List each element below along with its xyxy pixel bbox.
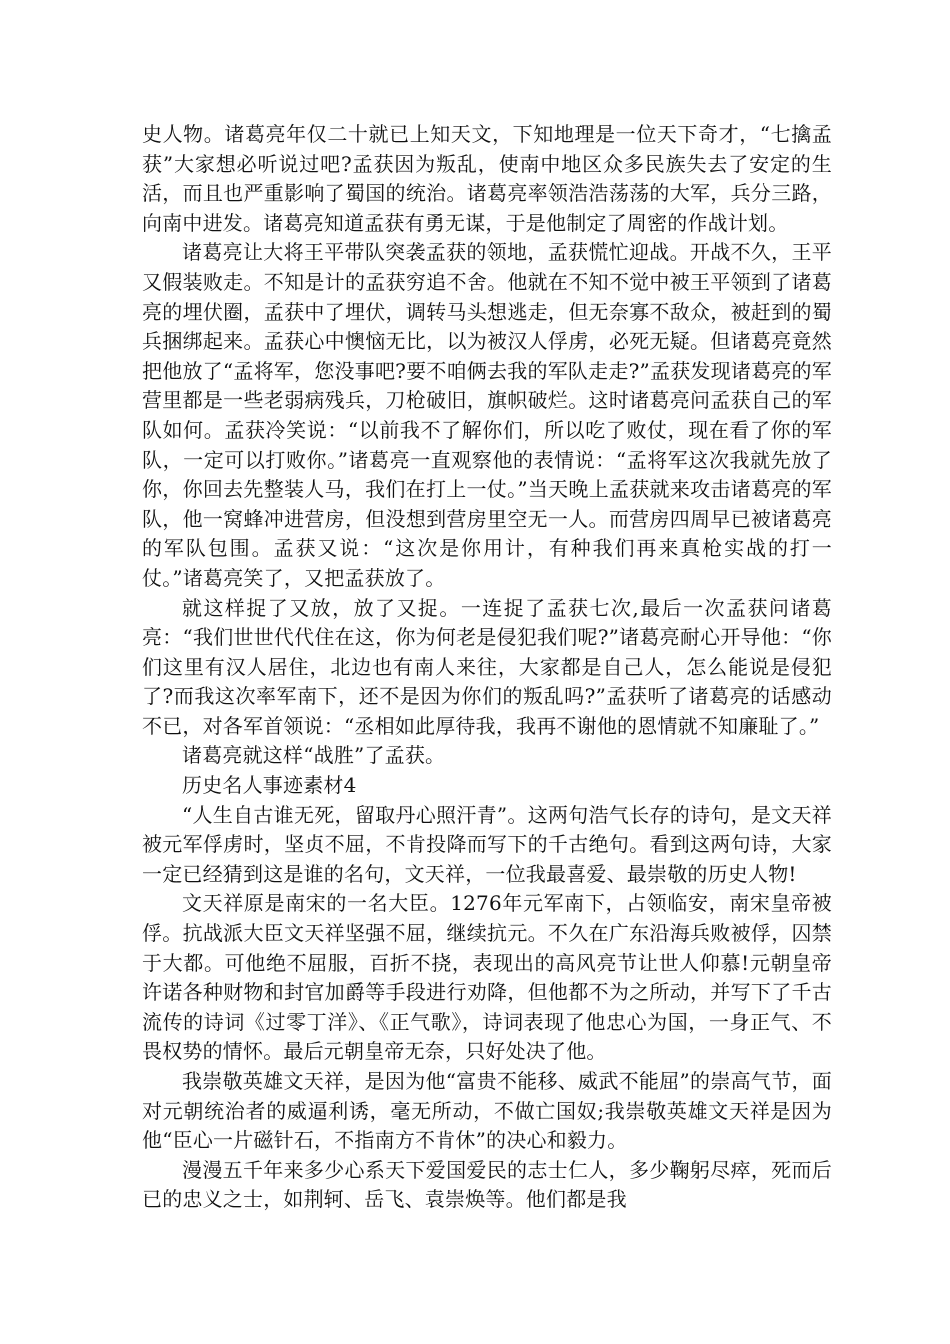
paragraph-patriots: 漫漫五千年来多少心系天下爱国爱民的志士仁人，多少鞠躬尽瘁，死而后已的忠义之士，如荆轲、岳飞、袁崇焕等。他们都是我 <box>142 1157 832 1212</box>
paragraph-wen-tianxiang-history: 文天祥原是南宋的一名大臣。1276年元军南下，占领临安，南宋皇帝被俘。抗战派大臣文天祥坚强不屈，继续抗元。不久在广东沿海兵败被俘，囚禁于大都。可他绝不屈服，百折不挠，表现出的高风亮节让世人仰慕!元朝皇帝许诺各种财物和封官加爵等手段进行劝降，但他都不为之所动，并写下了千古流传的诗词《过零丁洋》、《正气歌》，诗词表现了他忠心为国，一身正气、不畏权势的情怀。最后元朝皇帝无奈，只好处决了他。 <box>142 891 832 1064</box>
section-heading-material-4: 历史名人事迹素材4 <box>182 773 357 798</box>
paragraph-zhuge-intro: 史人物。诸葛亮年仅二十就已上知天文，下知地理是一位天下奇才，“七擒孟获”大家想必听说过吧?孟获因为叛乱，使南中地区众多民族失去了安定的生活，而且也严重影响了蜀国的统治。诸葛亮率领浩浩荡荡的大军，兵分三路，向南中进发。诸葛亮知道孟获有勇无谋，于是他制定了周密的作战计划。 <box>142 122 832 235</box>
paragraph-zhuge-victory: 诸葛亮就这样“战胜”了孟获。 <box>182 743 446 768</box>
document-body <box>142 120 832 1215</box>
paragraph-admiration: 我崇敬英雄文天祥，是因为他“富贵不能移、威武不能屈”的崇高气节，面对元朝统治者的威逼利诱，毫无所动，不做亡国奴;我崇敬英雄文天祥是因为他“臣心一片磁针石，不指南方不肯休”的决心和毅力。 <box>142 1069 832 1153</box>
paragraph-seven-captures: 就这样捉了又放，放了又捉。一连捉了孟获七次,最后一次孟获问诸葛亮：“我们世世代代住在这，你为何老是侵犯我们呢?”诸葛亮耐心开导他：“你们这里有汉人居住，北边也有南人来往，大家都是自己人，怎么能说是侵犯了?而我这次率军南下，还不是因为你们的叛乱吗?”孟获听了诸葛亮的话感动不已，对各军首领说：“丞相如此厚待我，我再不谢他的恩情就不知廉耻了。” <box>142 595 832 738</box>
paragraph-wangping-ambush: 诸葛亮让大将王平带队突袭孟获的领地，孟获慌忙迎战。开战不久，王平又假装败走。不知是计的孟获穷追不舍。他就在不知不觉中被王平领到了诸葛亮的埋伏圈，孟获中了埋伏，调转马头想逃走，但无奈寡不敌众，被赶到的蜀兵捆绑起来。孟获心中懊恼无比，以为被汉人俘虏，必死无疑。但诸葛亮竟然把他放了“孟将军，您没事吧?要不咱俩去我的军队走走?”孟获发现诸葛亮的军营里都是一些老弱病残兵，刀枪破旧，旗帜破烂。这时诸葛亮问孟获自己的军队如何。孟获冷笑说：“以前我不了解你们，所以吃了败仗，现在看了你的军队，一定可以打败你。”诸葛亮一直观察他的表情说：“孟将军这次我就先放了你，你回去先整装人马，我们在打上一仗。”当天晚上孟获就来攻击诸葛亮的军队，他一窝蜂冲进营房，但没想到营房里空无一人。而营房四周早已被诸葛亮的军队包围。孟获又说：“这次是你用计，有种我们再来真枪实战的打一仗。”诸葛亮笑了，又把孟获放了。 <box>142 240 832 590</box>
paragraph-wen-tianxiang-poem: “人生自古谁无死，留取丹心照汗青”。这两句浩气长存的诗句，是文天祥被元军俘虏时，坚贞不屈，不肯投降而写下的千古绝句。看到这两句诗，大家一定已经猜到这是谁的名句，文天祥，一位我最喜爱、最崇敬的历史人物! <box>142 802 832 886</box>
